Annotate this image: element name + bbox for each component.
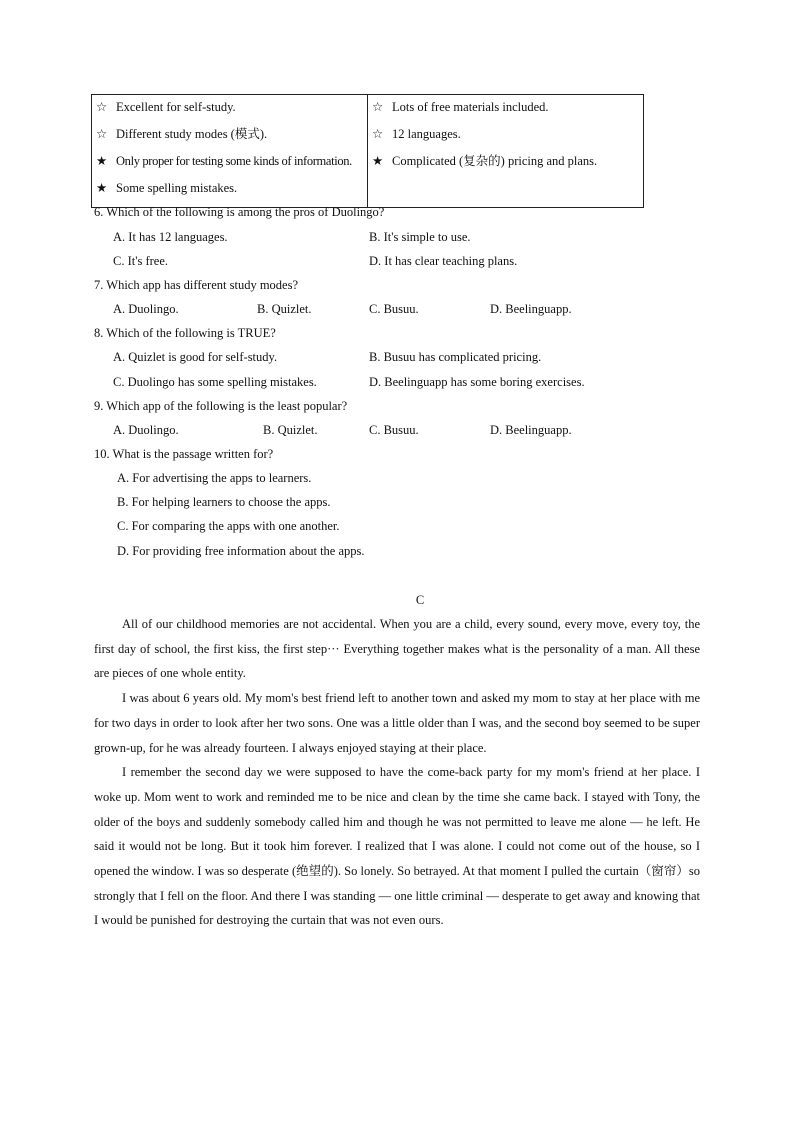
table-item-text: Lots of free materials included. xyxy=(392,100,549,114)
question-10-option-d: D. For providing free information about the apps. xyxy=(117,544,365,558)
table-item-text: Only proper for testing some kinds of information. xyxy=(116,154,352,168)
question-6-option-b: B. It's simple to use. xyxy=(369,230,471,244)
passage-paragraph: All of our childhood memories are not accidental. When you are a child, every sound, every move, every toy, the first day of school, the first kiss, the first step··· Everything together makes what is the personality of a man. All these are pieces of one whole entity. xyxy=(94,617,700,681)
question-6-stem: 6. Which of the following is among the pros of Duolingo? xyxy=(94,205,385,219)
question-9-option-d: D. Beelinguapp. xyxy=(490,423,572,437)
table-item xyxy=(96,150,363,177)
question-7-option-b: B. Quizlet. xyxy=(257,302,312,316)
table-item-text: Complicated (复杂的) pricing and plans. xyxy=(392,154,598,168)
question-6-option-c: C. It's free. xyxy=(113,254,169,268)
question-6-option-a: A. It has 12 languages. xyxy=(113,230,228,244)
table-right-cell xyxy=(368,95,644,208)
table-item xyxy=(372,96,639,123)
section-heading: C xyxy=(415,593,425,607)
passage-c xyxy=(94,612,700,933)
table-left-cell xyxy=(92,95,368,208)
star-outline-icon: ☆ xyxy=(372,127,384,141)
table-item xyxy=(96,177,363,204)
question-10-option-b: B. For helping learners to choose the apps. xyxy=(117,495,331,509)
star-filled-icon: ★ xyxy=(96,154,108,168)
table-item xyxy=(372,123,639,150)
passage-paragraph: I remember the second day we were supposed to have the come-back party for my mom's friend at her place. I woke up. Mom went to work and reminded me to be nice and clean by the time she came back. I stayed with Tony, the older of the boys and suddenly somebody called him and though he was not permitted to leave me alone — he left. He said it would not be long. But it took him forever. I realized that I was alone. I could not come out of the house, so I opened the window. I was so desperate (绝望的). So lonely. So betrayed. At that moment I pulled the curtain（窗帘）so strongly that I fell on the floor. And there I was standing — one little criminal — desperate to get away and knowing that I would be punished for destroying the curtain that was not even ours. xyxy=(94,765,700,928)
question-6-option-d: D. It has clear teaching plans. xyxy=(369,254,518,268)
question-7-option-c: C. Busuu. xyxy=(369,302,419,316)
question-9-option-c: C. Busuu. xyxy=(369,423,419,437)
question-8-option-a: A. Quizlet is good for self-study. xyxy=(113,350,278,364)
question-10-option-a: A. For advertising the apps to learners. xyxy=(117,471,312,485)
table-item-text: Different study modes (模式). xyxy=(116,127,268,141)
table-item-text: Some spelling mistakes. xyxy=(116,181,238,195)
pros-cons-table xyxy=(91,94,644,208)
passage-paragraph: I was about 6 years old. My mom's best friend left to another town and asked my mom to stay at her place with me for two days in order to look after her two sons. One was a little older than I was, and the second boy seemed to be super grown-up, for he was already fourteen. I always enjoyed staying at their place. xyxy=(94,691,700,755)
table-item-text: Excellent for self-study. xyxy=(116,100,236,114)
star-filled-icon: ★ xyxy=(372,154,384,168)
question-8-option-b: B. Busuu has complicated pricing. xyxy=(369,350,542,364)
question-8-stem: 8. Which of the following is TRUE? xyxy=(94,326,276,340)
question-8-option-d: D. Beelinguapp has some boring exercises. xyxy=(369,375,585,389)
question-10-stem: 10. What is the passage written for? xyxy=(94,447,274,461)
star-outline-icon: ☆ xyxy=(96,127,108,141)
star-outline-icon: ☆ xyxy=(372,100,384,114)
question-9-stem: 9. Which app of the following is the least popular? xyxy=(94,399,348,413)
table-item xyxy=(96,96,363,123)
question-7-stem: 7. Which app has different study modes? xyxy=(94,278,299,292)
question-7-option-d: D. Beelinguapp. xyxy=(490,302,572,316)
question-10-option-c: C. For comparing the apps with one another. xyxy=(117,519,340,533)
star-filled-icon: ★ xyxy=(96,181,108,195)
table-item xyxy=(372,150,639,177)
table-item-text: 12 languages. xyxy=(392,127,461,141)
question-7-option-a: A. Duolingo. xyxy=(113,302,179,316)
star-outline-icon: ☆ xyxy=(96,100,108,114)
table-item xyxy=(96,123,363,150)
question-9-option-a: A. Duolingo. xyxy=(113,423,179,437)
question-8-option-c: C. Duolingo has some spelling mistakes. xyxy=(113,375,317,389)
question-9-option-b: B. Quizlet. xyxy=(263,423,318,437)
